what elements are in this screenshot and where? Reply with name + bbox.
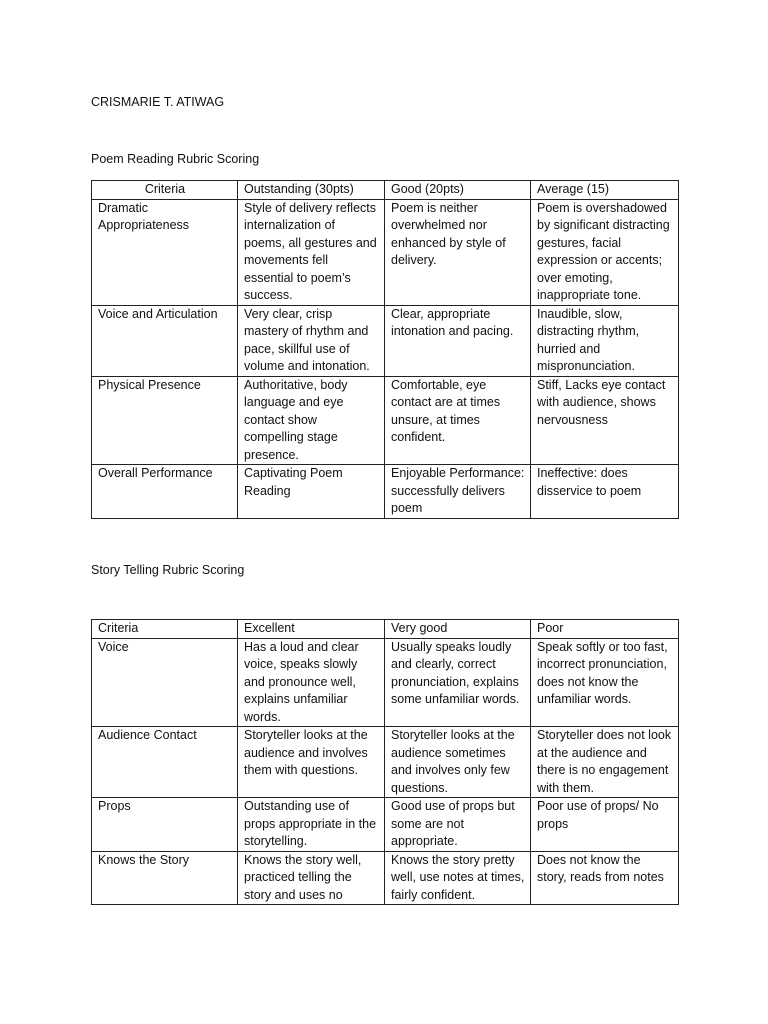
table-row xyxy=(92,727,679,798)
header-cell: Excellent xyxy=(238,620,385,639)
criteria-cell: Physical Presence xyxy=(92,376,238,465)
table-cell: Enjoyable Performance: successfully delivers poem xyxy=(385,465,531,519)
table-cell: Clear, appropriate intonation and pacing. xyxy=(385,305,531,376)
header-cell: Criteria xyxy=(92,181,238,200)
story-rubric-heading: Story Telling Rubric Scoring xyxy=(91,563,245,577)
table-cell: Stiff, Lacks eye contact with audience, shows nervousness xyxy=(531,376,679,465)
table-cell: Inaudible, slow, distracting rhythm, hurried and mispronunciation. xyxy=(531,305,679,376)
table-cell: Does not know the story, reads from notes xyxy=(531,851,679,905)
table-header-row xyxy=(92,620,679,639)
table-header-row xyxy=(92,181,679,200)
table-cell: Knows the story well, practiced telling the story and uses no xyxy=(238,851,385,905)
table-cell: Outstanding use of props appropriate in the storytelling. xyxy=(238,798,385,852)
table-cell: Has a loud and clear voice, speaks slowly and pronounce well, explains unfamiliar words. xyxy=(238,638,385,727)
table-cell: Storyteller does not look at the audience and there is no engagement with them. xyxy=(531,727,679,798)
table-cell: Authoritative, body language and eye contact show compelling stage presence. xyxy=(238,376,385,465)
author-name: CRISMARIE T. ATIWAG xyxy=(91,95,225,109)
table-cell: Ineffective: does disservice to poem xyxy=(531,465,679,519)
table-cell: Good use of props but some are not appropriate. xyxy=(385,798,531,852)
table-cell: Storyteller looks at the audience and involves them with questions. xyxy=(238,727,385,798)
criteria-cell: Audience Contact xyxy=(92,727,238,798)
table-cell: Very clear, crisp mastery of rhythm and pace, skillful use of volume and intonation. xyxy=(238,305,385,376)
table-cell: Usually speaks loudly and clearly, correct pronunciation, explains some unfamiliar words. xyxy=(385,638,531,727)
criteria-cell: Voice xyxy=(92,638,238,727)
table-row xyxy=(92,376,679,465)
table-cell: Poem is neither overwhelmed nor enhanced by style of delivery. xyxy=(385,199,531,305)
table-cell: Storyteller looks at the audience sometimes and involves only few questions. xyxy=(385,727,531,798)
table-row xyxy=(92,798,679,852)
table-row xyxy=(92,851,679,905)
header-cell: Very good xyxy=(385,620,531,639)
story-rubric-table xyxy=(91,619,679,905)
table-cell: Comfortable, eye contact are at times unsure, at times confident. xyxy=(385,376,531,465)
table-cell: Poor use of props/ No props xyxy=(531,798,679,852)
header-cell: Criteria xyxy=(92,620,238,639)
table-row xyxy=(92,199,679,305)
criteria-cell: Props xyxy=(92,798,238,852)
poem-rubric-heading: Poem Reading Rubric Scoring xyxy=(91,152,260,166)
table-cell: Style of delivery reflects internalization of poems, all gestures and movements fell essential to poem’s success. xyxy=(238,199,385,305)
table-cell: Captivating Poem Reading xyxy=(238,465,385,519)
header-cell: Good (20pts) xyxy=(385,181,531,200)
table-row xyxy=(92,305,679,376)
table-cell: Poem is overshadowed by significant distracting gestures, facial expression or accents; over emoting, inappropriate tone. xyxy=(531,199,679,305)
criteria-cell: Overall Performance xyxy=(92,465,238,519)
table-row xyxy=(92,638,679,727)
poem-rubric-table xyxy=(91,180,679,519)
header-cell: Poor xyxy=(531,620,679,639)
table-cell: Knows the story pretty well, use notes at times, fairly confident. xyxy=(385,851,531,905)
criteria-cell: Voice and Articulation xyxy=(92,305,238,376)
header-cell: Outstanding (30pts) xyxy=(238,181,385,200)
table-row xyxy=(92,465,679,519)
criteria-cell: Knows the Story xyxy=(92,851,238,905)
header-cell: Average (15) xyxy=(531,181,679,200)
table-cell: Speak softly or too fast, incorrect pronunciation, does not know the unfamiliar words. xyxy=(531,638,679,727)
criteria-cell: Dramatic Appropriateness xyxy=(92,199,238,305)
